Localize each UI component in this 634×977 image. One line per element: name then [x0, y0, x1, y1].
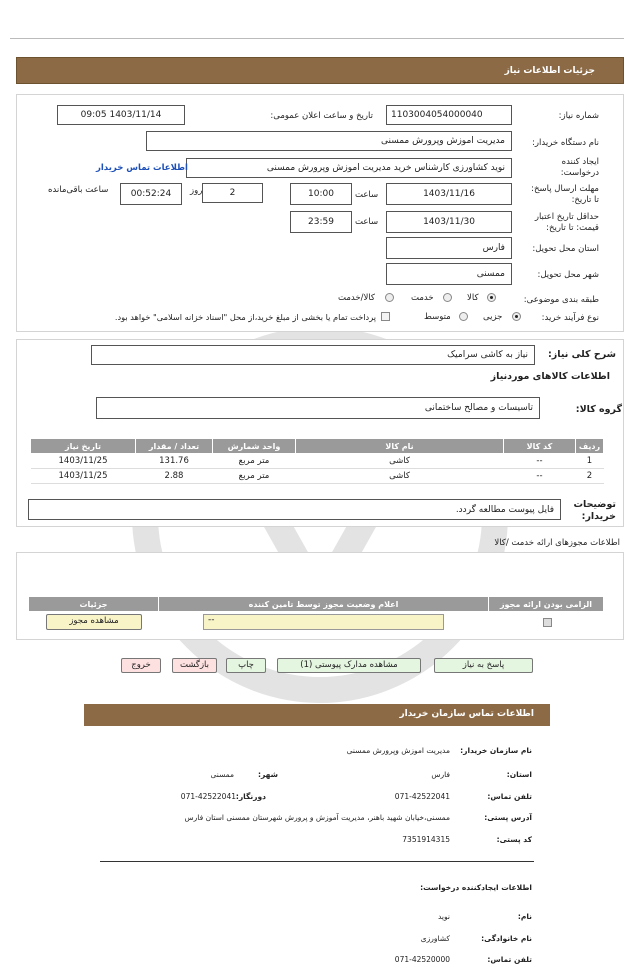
contact-postal: 7351914315 — [402, 835, 450, 844]
province-label: استان محل تحویل: — [532, 244, 599, 254]
buyer-contact-link[interactable]: اطلاعات تماس خریدار — [96, 163, 188, 173]
contact-fax-label: دورنگار: — [235, 792, 266, 801]
cell-unit: متر مربع — [213, 454, 296, 469]
print-button[interactable]: چاپ — [226, 658, 266, 673]
general-desc-label: شرح کلی نیاز: — [547, 349, 616, 360]
cell-date: 1403/11/25 — [31, 454, 136, 469]
category-label: طبقه بندی موضوعی: — [523, 295, 599, 305]
days-label: روز — [190, 186, 203, 196]
price-validity-label: حداقل تاریخ اعتبار قیمت: تا تاریخ: — [534, 212, 599, 233]
need-number-field: 1103004054000040 — [386, 105, 512, 125]
contact-fax: 071-42522041 — [180, 792, 236, 801]
creator-name: نوید — [438, 912, 450, 921]
creator-family-label: نام خانوادگی: — [481, 934, 532, 943]
remaining-time-field: 00:52:24 — [120, 183, 182, 205]
city-label: شهر محل تحویل: — [537, 270, 599, 280]
validity-time-label: ساعت — [355, 217, 379, 227]
remaining-label: ساعت باقی‌مانده — [48, 185, 109, 195]
creator-family: کشاورزی — [420, 934, 450, 943]
contact-divider — [100, 861, 534, 862]
contact-address: ممسنی،خیابان شهید باهنر، مدیریت آموزش و پرورش شهرستان ممسنی استان فارس — [184, 813, 450, 822]
category-option-service: خدمت — [411, 293, 434, 303]
permits-title: اطلاعات مجوزهای ارائه خدمت /کالا — [494, 538, 620, 548]
buyer-org-label: نام دستگاه خریدار: — [532, 138, 599, 148]
creator-label: ایجاد کننده درخواست: — [560, 157, 599, 178]
contact-address-label: آدرس پستی: — [484, 813, 532, 822]
contact-province-label: استان: — [506, 770, 532, 779]
process-label: نوع فرآیند خرید: — [541, 313, 599, 323]
category-radio-service[interactable] — [443, 293, 452, 302]
cell-row: 1 — [576, 454, 604, 469]
process-radio-medium[interactable] — [459, 312, 468, 321]
days-field: 2 — [202, 183, 263, 203]
goods-table — [30, 438, 604, 484]
exit-button[interactable]: خروج — [121, 658, 161, 673]
announce-field: 1403/11/14 09:05 — [57, 105, 185, 125]
city-field: ممسنی — [386, 263, 512, 285]
reply-deadline-label: مهلت ارسال پاسخ: تا تاریخ: — [531, 184, 599, 205]
general-desc-field: نیاز به کاشی سرامیک — [91, 345, 535, 365]
need-number-label: شماره نیاز: — [558, 111, 599, 121]
cell-date: 1403/11/25 — [31, 469, 136, 484]
permit-col-details: جزئیات — [29, 597, 159, 612]
attachments-button[interactable]: مشاهده مدارک پیوستی (1) — [277, 658, 421, 673]
reply-time-label: ساعت — [355, 190, 379, 200]
cell-unit: متر مربع — [213, 469, 296, 484]
process-option-minor: جزیی — [483, 312, 503, 322]
permit-col-status: اعلام وضعیت مجوز توسط تامین کننده — [159, 597, 489, 612]
cell-name: کاشی — [296, 454, 504, 469]
permit-required-checkbox — [543, 618, 552, 627]
col-code: کد کالا — [504, 439, 576, 454]
contact-phone-label: تلفن تماس: — [487, 792, 532, 801]
treasury-note: پرداخت تمام یا بخشی از مبلغ خرید،از محل "اسناد خزانه اسلامی" خواهد بود. — [114, 312, 376, 322]
col-qty: تعداد / مقدار — [136, 439, 213, 454]
creator-info-title: اطلاعات ایجادکننده درخواست: — [420, 883, 532, 892]
category-option-both: کالا/خدمت — [338, 293, 375, 303]
buyer-org-field: مدیریت اموزش وپرورش ممسنی — [146, 131, 512, 151]
cell-qty: 2.88 — [136, 469, 213, 484]
contact-phone: 071-42522041 — [394, 792, 450, 801]
creator-name-label: نام: — [517, 912, 532, 921]
col-date: تاریخ نیاز — [31, 439, 136, 454]
contact-province: فارس — [431, 770, 450, 779]
category-radio-goods[interactable] — [487, 293, 496, 302]
buyer-notes-field: فایل پیوست مطالعه گردد. — [28, 499, 561, 520]
buyer-notes-label: توضیحات خریدار: — [573, 499, 616, 522]
contact-org-label: نام سازمان خریدار: — [460, 746, 532, 755]
permits-table — [28, 596, 604, 612]
cell-code: -- — [504, 469, 576, 484]
announce-label: تاریخ و ساعت اعلان عمومی: — [270, 111, 373, 121]
view-permit-button[interactable]: مشاهده مجوز — [46, 614, 142, 630]
group-label: گروه کالا: — [575, 404, 622, 415]
validity-time-field: 23:59 — [290, 211, 352, 233]
reply-time-field: 10:00 — [290, 183, 352, 205]
permit-col-required: الزامی بودن ارائه مجوز — [489, 597, 604, 612]
contact-header — [84, 704, 550, 726]
permit-status-field[interactable]: -- — [203, 614, 444, 630]
cell-code: -- — [504, 454, 576, 469]
category-option-goods: کالا — [467, 293, 479, 303]
page-header — [16, 57, 624, 84]
col-unit: واحد شمارش — [213, 439, 296, 454]
reply-button[interactable]: پاسخ به نیاز — [434, 658, 533, 673]
cell-name: کاشی — [296, 469, 504, 484]
creator-phone: 071-42520000 — [394, 955, 450, 964]
creator-phone-label: تلفن تماس: — [487, 955, 532, 964]
back-button[interactable]: بازگشت — [172, 658, 217, 673]
col-row: ردیف — [576, 439, 604, 454]
table-row — [31, 454, 604, 469]
creator-field: نوید کشاورزی کارشناس خرید مدیریت اموزش وپرورش ممسنی — [186, 158, 512, 178]
page-title: جزئیات اطلاعات نیاز — [504, 66, 595, 76]
col-name: نام کالا — [296, 439, 504, 454]
process-option-medium: متوسط — [424, 312, 451, 322]
reply-date-field: 1403/11/16 — [386, 183, 512, 205]
contact-city: ممسنی — [210, 770, 234, 779]
cell-row: 2 — [576, 469, 604, 484]
contact-city-label: شهر: — [258, 770, 278, 779]
province-field: فارس — [386, 237, 512, 259]
treasury-checkbox[interactable] — [381, 312, 390, 321]
cell-qty: 131.76 — [136, 454, 213, 469]
process-radio-minor[interactable] — [512, 312, 521, 321]
goods-info-title: اطلاعات کالاهای موردنیاز — [490, 371, 610, 382]
group-field: تاسیسات و مصالح ساختمانی — [96, 397, 540, 419]
contact-title: اطلاعات تماس سازمان خریدار — [399, 709, 534, 719]
contact-org: مدیریت اموزش وپرورش ممسنی — [346, 746, 450, 755]
table-row — [31, 469, 604, 484]
contact-postal-label: کد پستی: — [496, 835, 532, 844]
top-divider — [10, 38, 624, 39]
category-radio-both[interactable] — [385, 293, 394, 302]
validity-date-field: 1403/11/30 — [386, 211, 512, 233]
